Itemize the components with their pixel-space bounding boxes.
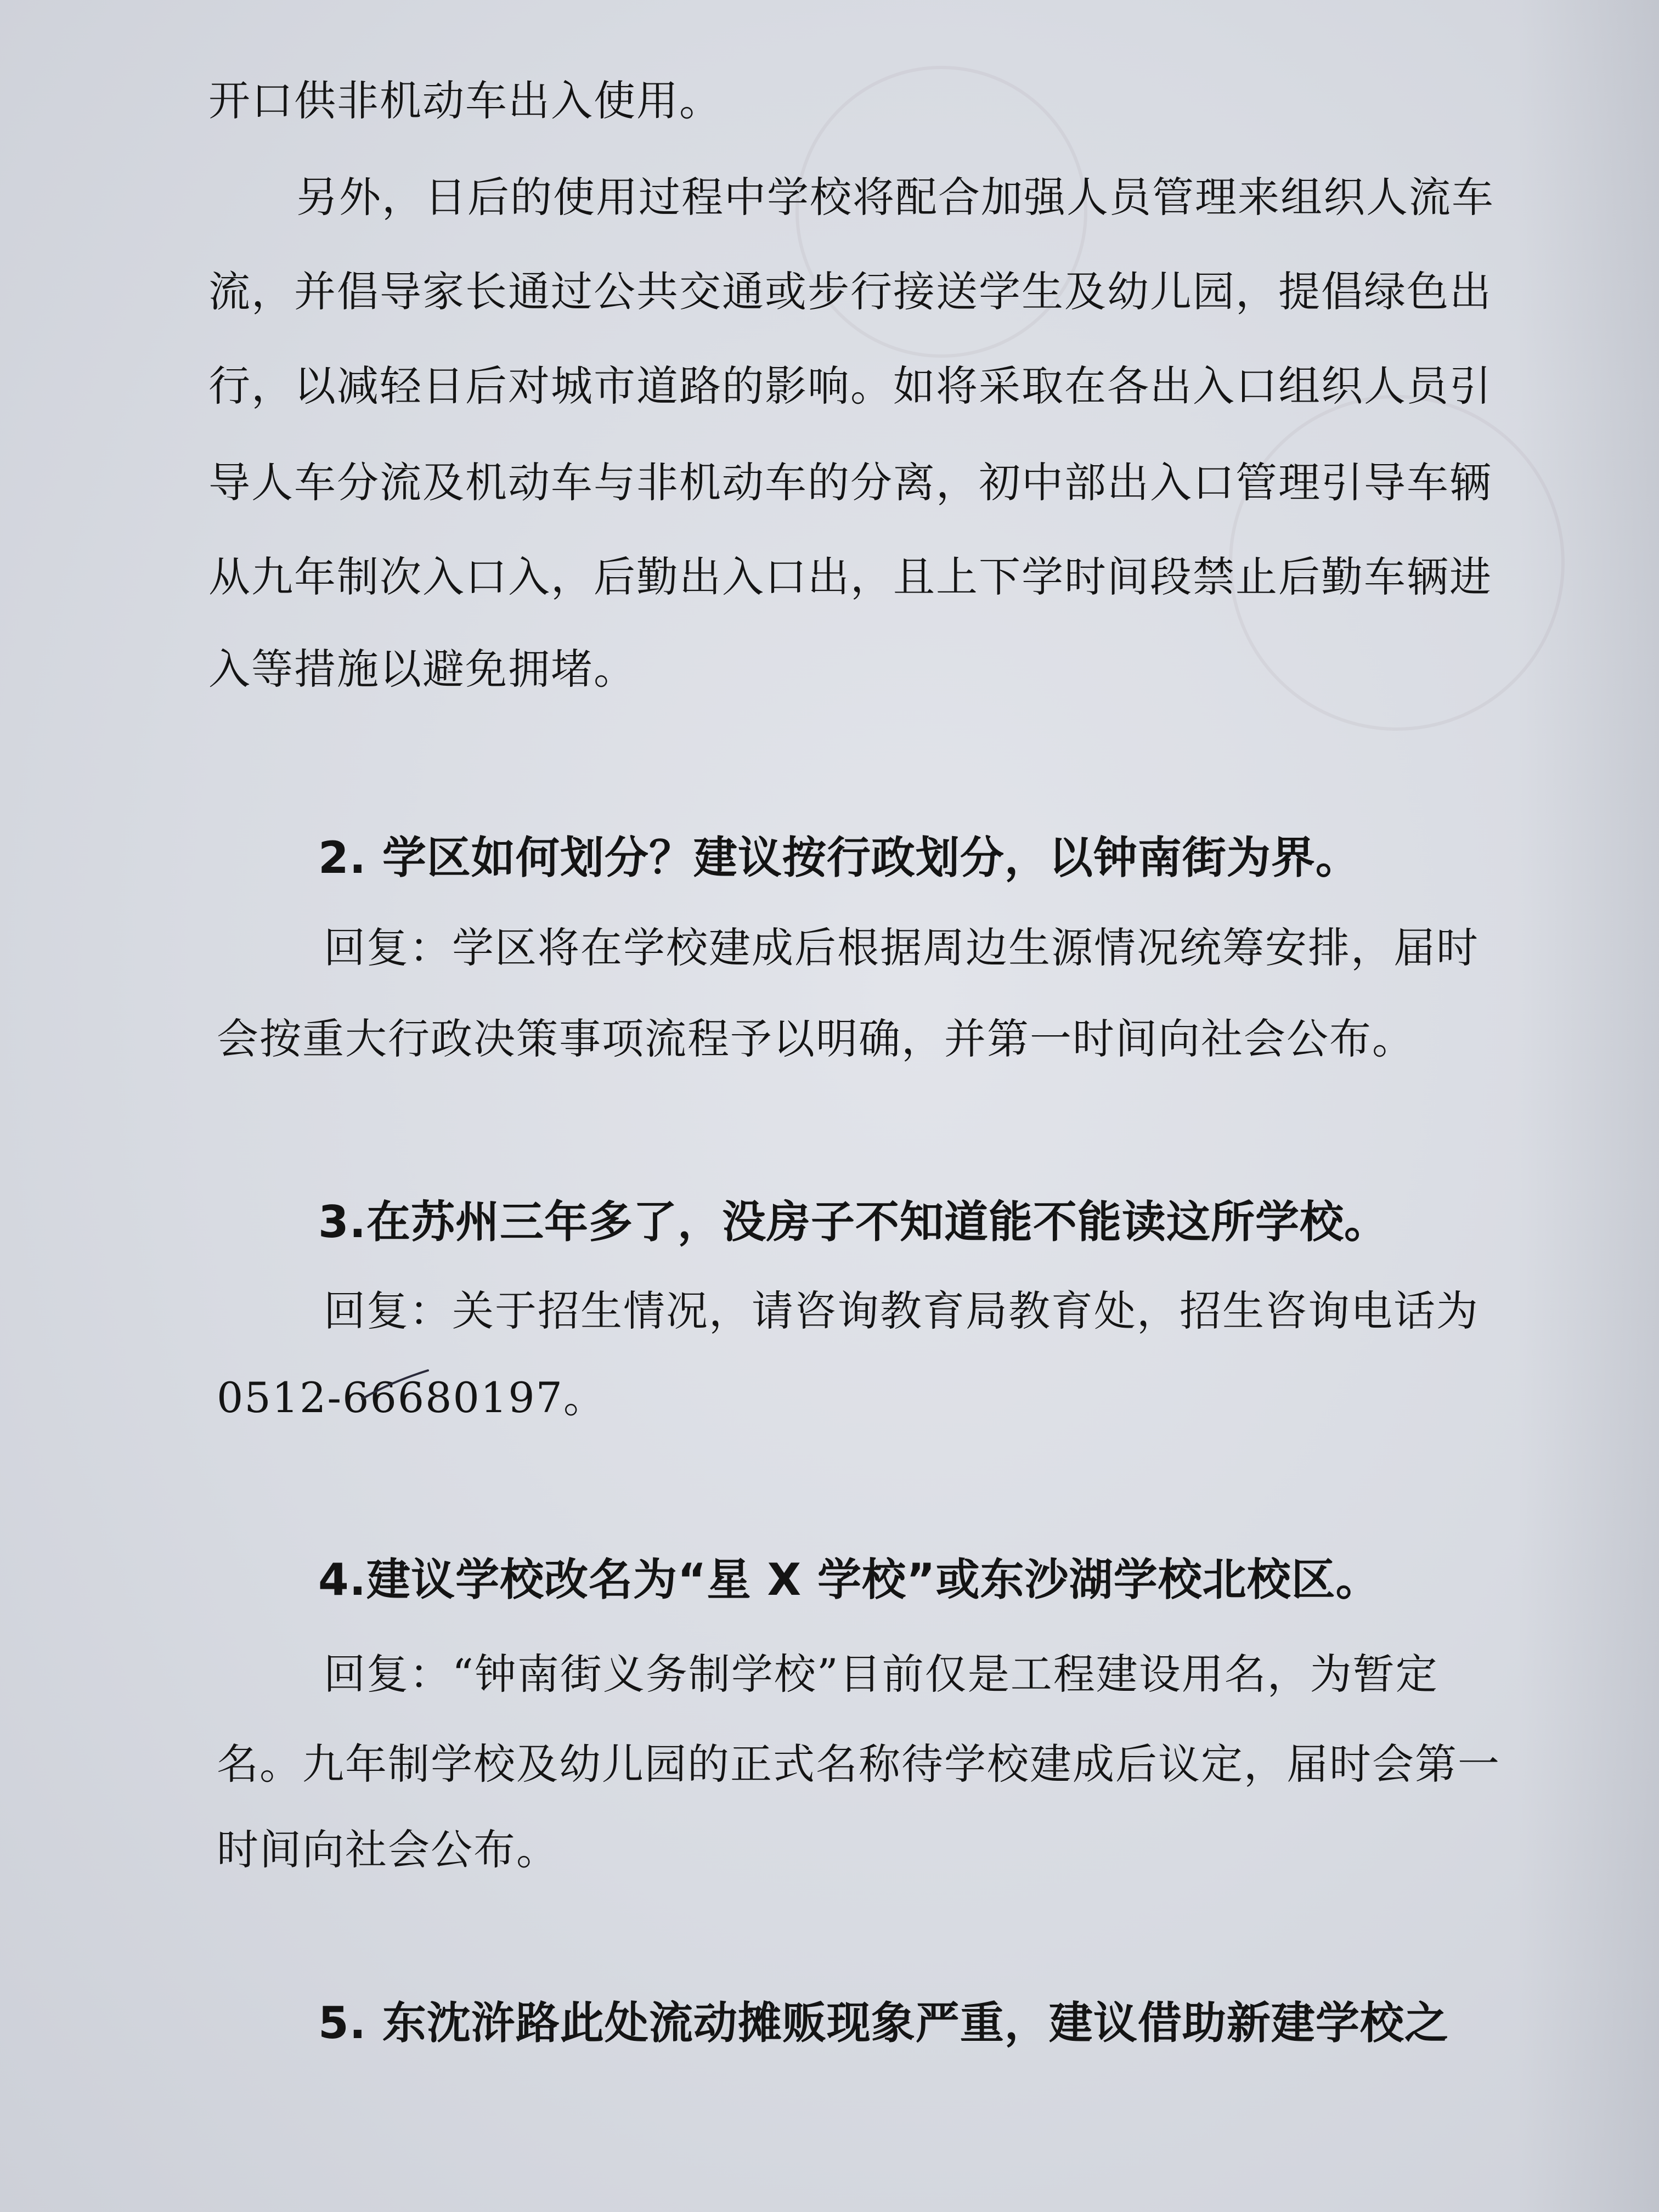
para2-line2: 流，并倡导家长通过公共交通或步行接送学生及幼儿园，提倡绿色出 bbox=[208, 267, 1492, 316]
q2-reply-line2: 会按重大行政决策事项流程予以明确，并第一时间向社会公布。 bbox=[217, 1014, 1415, 1063]
question-2-heading: 2. 学区如何划分？建议按行政划分，以钟南街为界。 bbox=[318, 832, 1360, 883]
para1-line1: 开口供非机动车出入使用。 bbox=[208, 76, 722, 125]
q4-reply-line2: 名。九年制学校及幼儿园的正式名称待学校建成后议定，届时会第一 bbox=[217, 1740, 1500, 1788]
q4-reply-line1: 回复：“钟南街义务制学校”目前仅是工程建设用名，为暂定 bbox=[324, 1650, 1438, 1699]
question-4-heading: 4.建议学校改名为“星 X 学校”或东沙湖学校北校区。 bbox=[318, 1554, 1380, 1605]
question-5-heading: 5. 东沈浒路此处流动摊贩现象严重，建议借助新建学校之 bbox=[318, 1997, 1449, 2049]
para2-line5: 从九年制次入口入，后勤出入口出，且上下学时间段禁止后勤车辆进 bbox=[208, 552, 1492, 601]
question-3-heading: 3.在苏州三年多了，没房子不知道能不能读这所学校。 bbox=[318, 1197, 1389, 1248]
pen-strike-mark bbox=[357, 1366, 433, 1404]
q3-reply-line1: 回复：关于招生情况，请咨询教育局教育处，招生咨询电话为 bbox=[324, 1286, 1479, 1335]
q3-reply-line2: 0512-66680197。 bbox=[217, 1373, 606, 1422]
para2-line3: 行，以减轻日后对城市道路的影响。如将采取在各出入口组织人员引 bbox=[208, 362, 1492, 410]
para2-line1: 另外，日后的使用过程中学校将配合加强人员管理来组织人流车 bbox=[296, 173, 1494, 222]
q4-reply-line3: 时间向社会公布。 bbox=[217, 1825, 559, 1874]
q2-reply-line1: 回复：学区将在学校建成后根据周边生源情况统筹安排，届时 bbox=[324, 923, 1479, 972]
para2-line6: 入等措施以避免拥堵。 bbox=[208, 645, 636, 693]
para2-line4: 导人车分流及机动车与非机动车的分离，初中部出入口管理引导车辆 bbox=[208, 458, 1492, 507]
